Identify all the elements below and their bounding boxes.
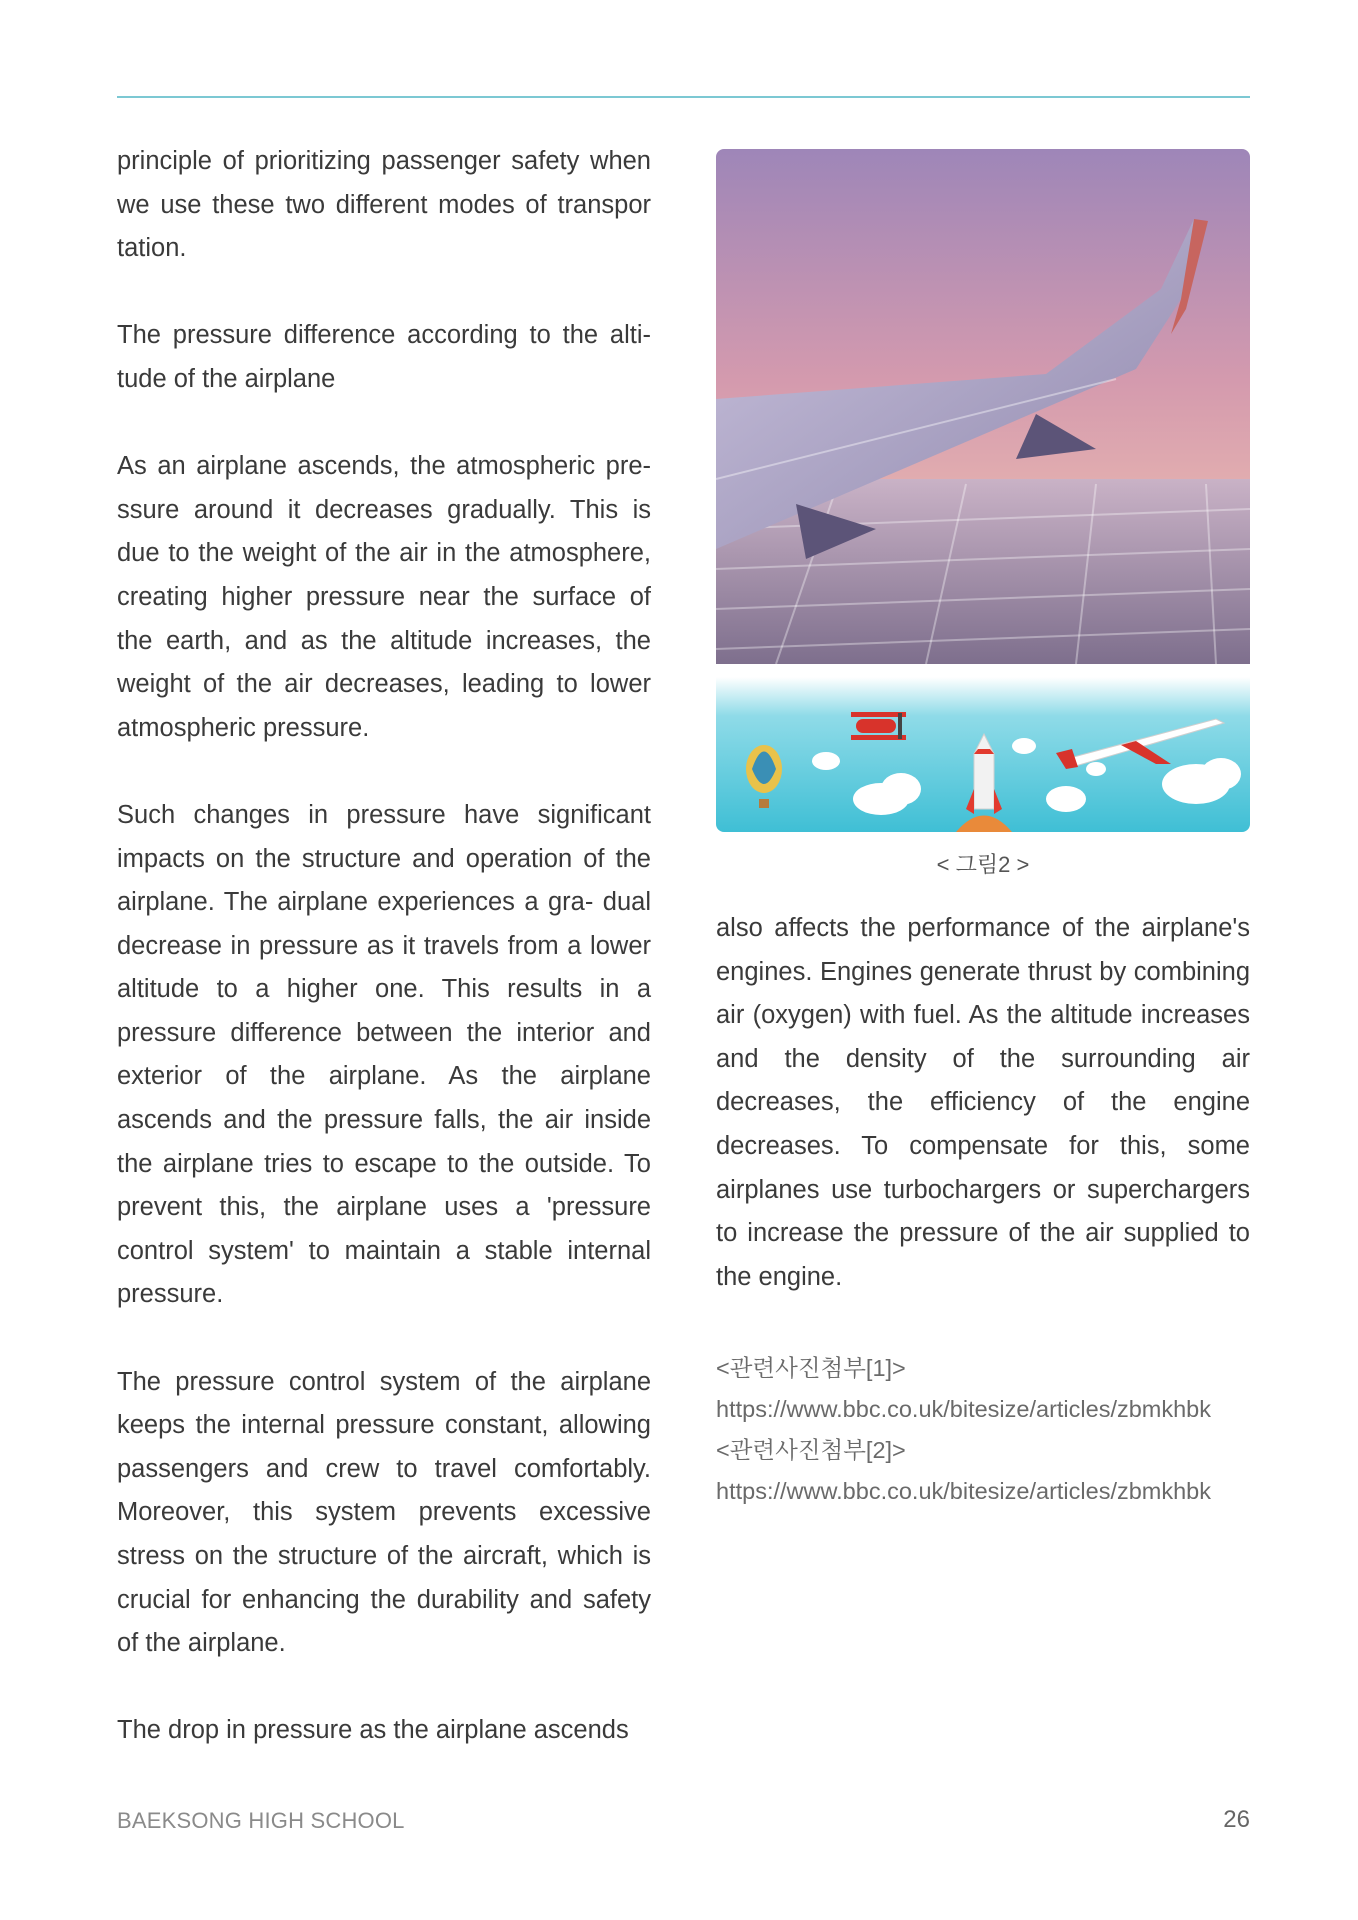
references <box>716 1348 1250 1512</box>
reference-label: <관련사진첨부[2]> <box>716 1437 906 1463</box>
reference-link[interactable]: https://www.bbc.co.uk/bitesize/articles/zbmkhbk <box>716 1478 1212 1504</box>
paragraph-3: Such changes in pressure have significant impacts on the structure and operation of the airplane. The airplane experiences a gra- dual decrease in pressure as it travels from a lower altitude to a higher one. This results in a pressure difference between the interior and exterior of the airplane. As the airplane ascends and the pressure falls, the air inside the airplane tries to escape to the outside. To prevent this, the airplane uses a 'pressure control system' to maintain a stable internal pressure. <box>117 800 651 1309</box>
figure-caption: < 그림2 > <box>936 852 1030 877</box>
left-column <box>117 140 651 1753</box>
figure-illustration <box>716 149 1250 832</box>
paragraph-4: The pressure control system of the airplane keeps the internal pressure constant, allowing passengers and crew to travel comfortably. Moreover, this system prevents excessive stress on the structure of the aircraft, which is crucial for enhancing the durability and safety of the airplane. <box>117 1367 651 1658</box>
paragraph-1: principle of prioritizing passenger safety when we use these two different modes of transpor tation. <box>117 147 651 263</box>
reference-link[interactable]: https://www.bbc.co.uk/bitesize/articles/zbmkhbk <box>716 1396 1212 1422</box>
header-rule <box>117 96 1250 98</box>
reference-label: <관련사진첨부[1]> <box>716 1355 906 1381</box>
page-number: 26 <box>1223 1806 1250 1833</box>
reference-item <box>716 1348 1250 1430</box>
paragraph-5: The drop in pressure as the airplane ascends <box>117 1716 629 1745</box>
figure-airplane-wing <box>716 149 1250 832</box>
section-heading: The pressure difference according to the alti- tude of the airplane <box>117 321 651 393</box>
right-column <box>716 907 1250 1299</box>
paragraph-continued: also affects the performance of the airplane's engines. Engines generate thrust by combining air (oxygen) with fuel. As the altitude increases and the density of the surrounding air decreases, the efficiency of the engine decreases. To compensate for this, some airplanes use turbochargers or superchargers to increase the pressure of the air supplied to the engine. <box>716 914 1250 1291</box>
reference-item <box>716 1430 1250 1512</box>
footer-school-name: BAEKSONG HIGH SCHOOL <box>117 1808 405 1833</box>
paragraph-2: As an airplane ascends, the atmospheric pre- ssure around it decreases gradually. This is due to the weight of the air in the atmosphere, creating higher pressure near the surface of the earth, and as the altitude increases, the weight of the air decreases, leading to lower atmospheric pressure. <box>117 452 651 742</box>
